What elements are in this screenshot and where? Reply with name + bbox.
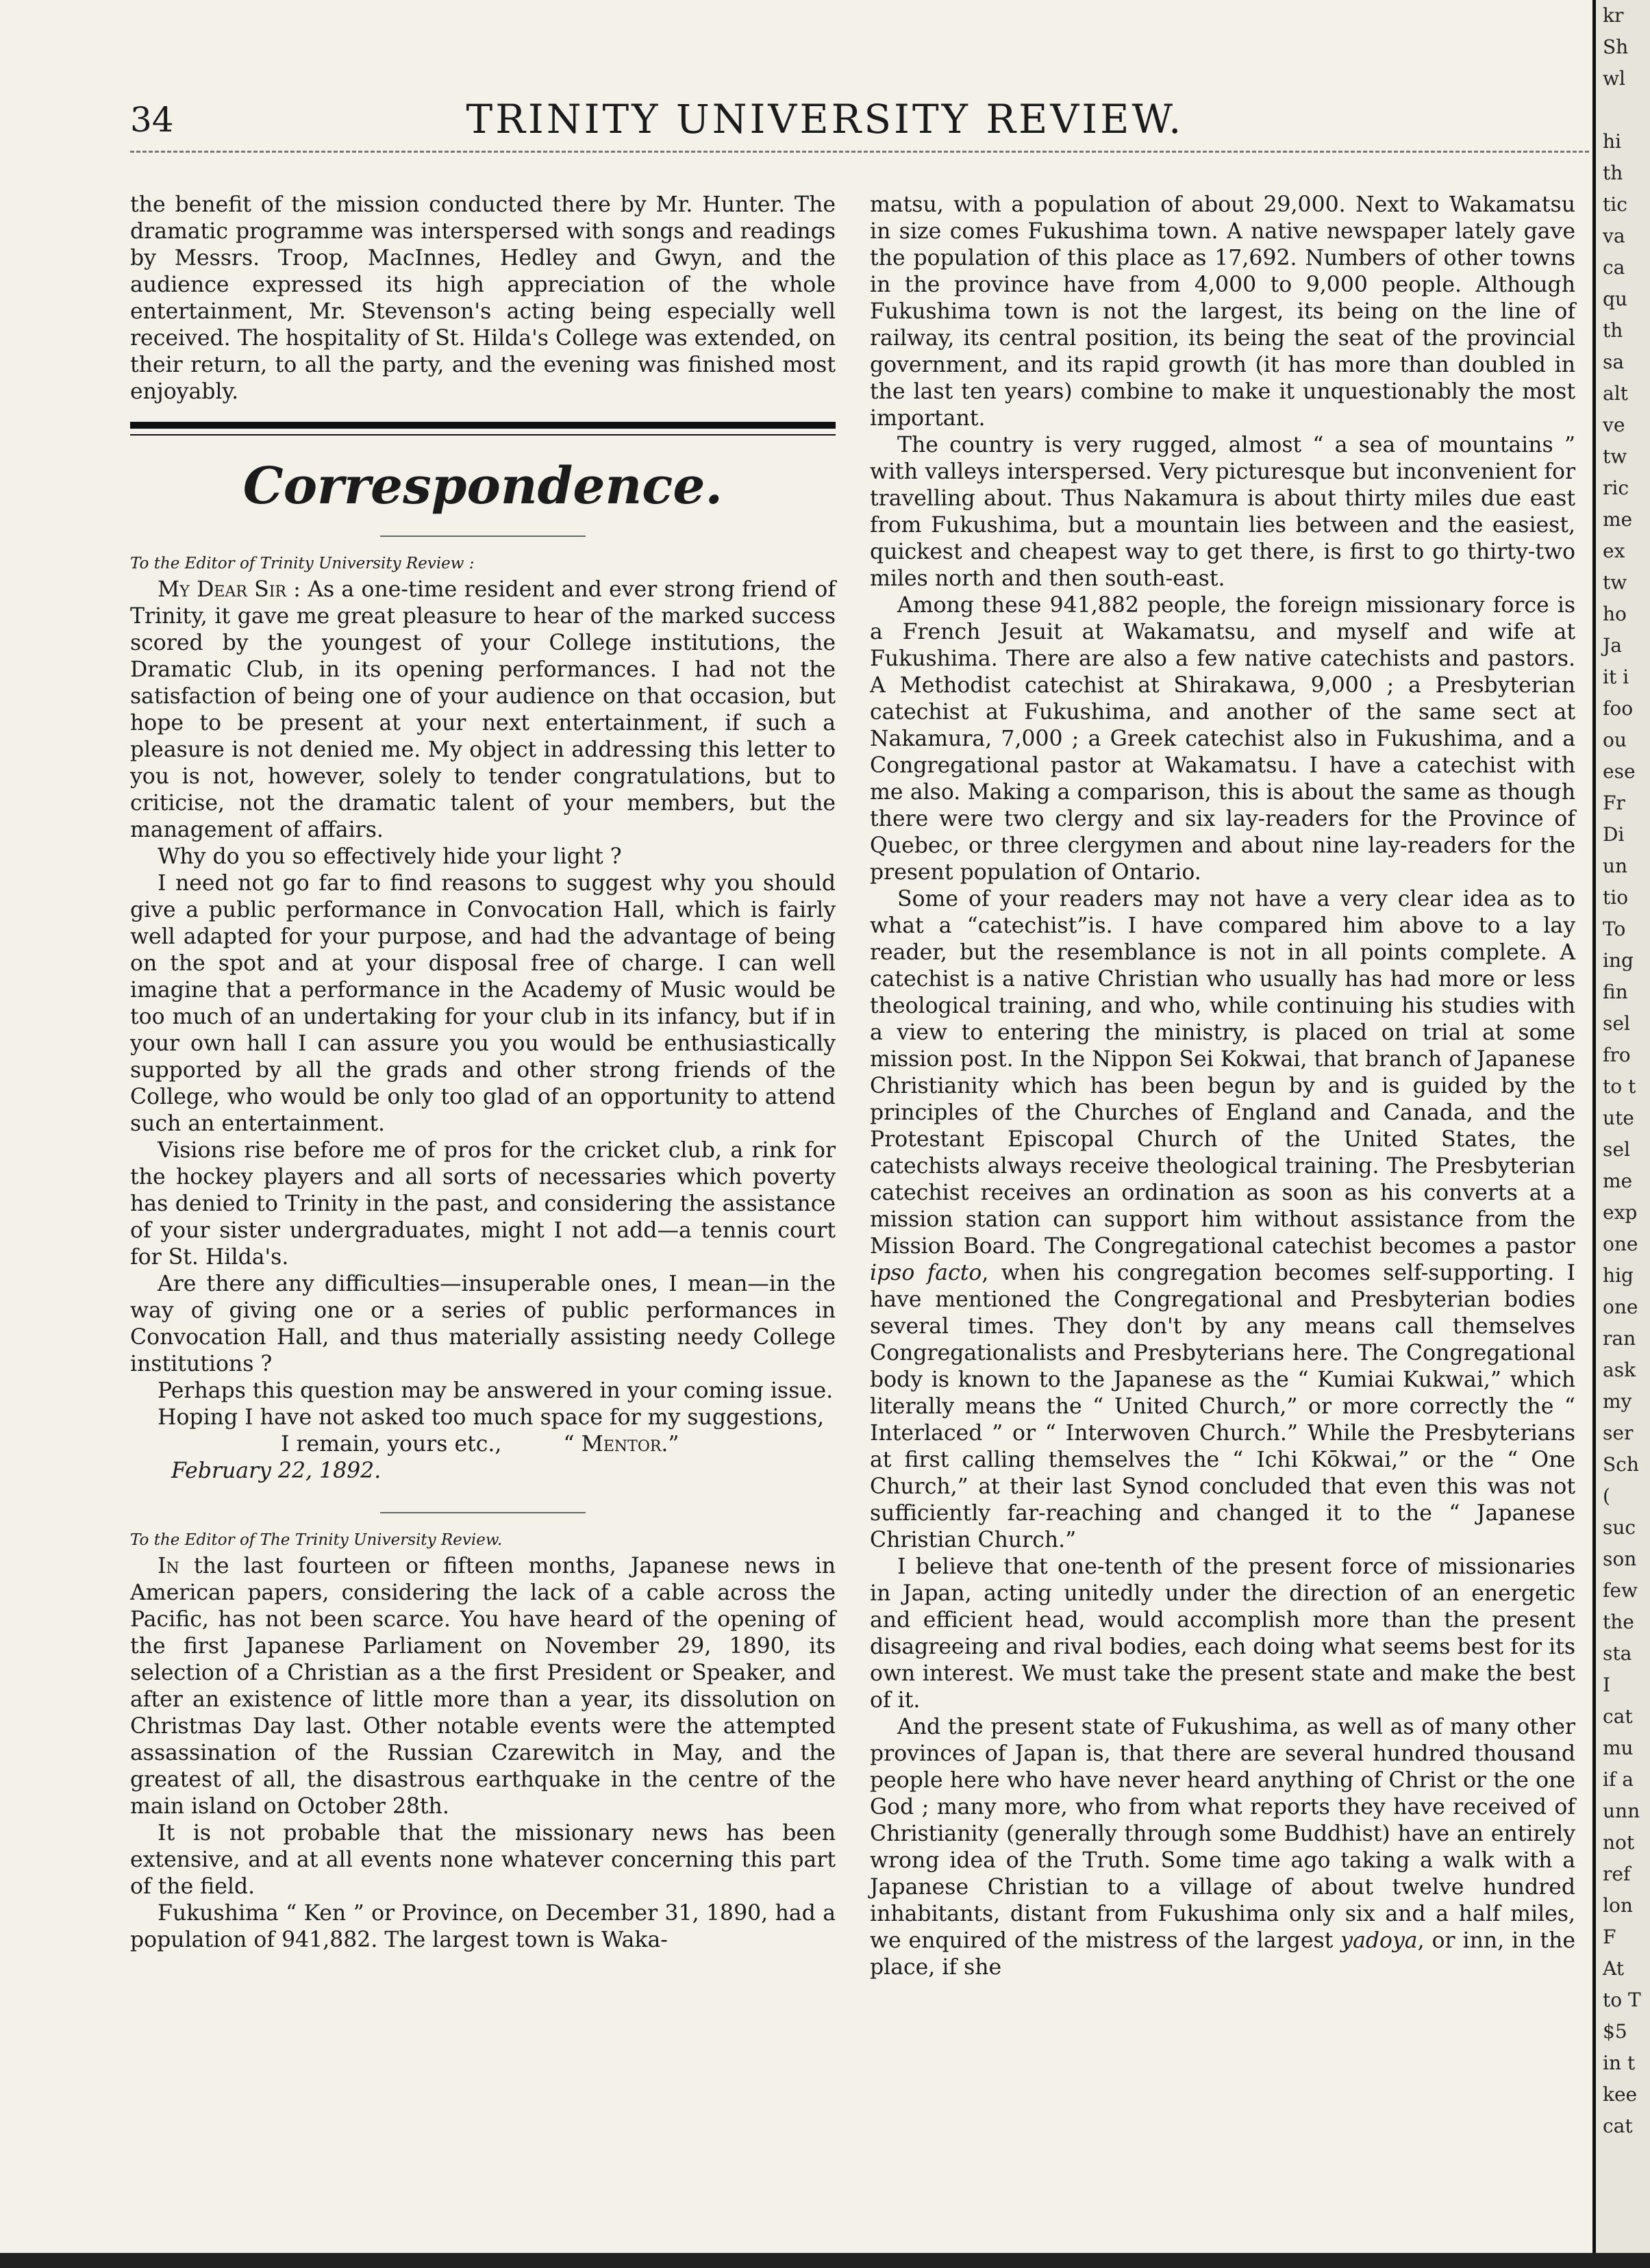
right-fragment-line: va [1603, 225, 1625, 247]
right-fragment-line: Sch [1603, 1453, 1639, 1476]
right-fragment-line: Sh [1603, 36, 1629, 58]
middle-paragraph-5: I believe that one-tenth of the present force of missionaries in Japan, acting unitedly under the direction of an energetic and efficient head, would accomplish more than the present disagreeing and rival bodies, each doing what seems best for its own interest. We must take the present state and make the best of it. [870, 1554, 1575, 1713]
right-fragment-line: ca [1603, 256, 1625, 279]
right-fragment-line: At [1603, 1957, 1624, 1980]
right-fragment-line: ex [1603, 540, 1625, 562]
letter2-paragraph-2: It is not probable that the missionary news has been extensive, and at all events none whatever concerning this part of the field. [130, 1821, 836, 1899]
right-fragment-line: me [1603, 1170, 1633, 1192]
right-fragment-line: ref [1603, 1863, 1631, 1885]
heading-rule [380, 536, 586, 537]
middle-paragraph-4 [870, 886, 1575, 1554]
right-fragment-line: ve [1603, 414, 1625, 436]
right-fragment-line: hig [1603, 1264, 1634, 1287]
right-fragment-line: un [1603, 855, 1628, 877]
right-fragment-line: ran [1603, 1327, 1636, 1350]
page-bottom-edge [0, 2253, 1650, 2268]
right-fragment-line: tic [1603, 193, 1627, 216]
right-fragment-line: sta [1603, 1642, 1632, 1665]
right-fragment-line: wl [1603, 67, 1625, 90]
right-fragment-line: $5 [1603, 2020, 1627, 2043]
right-fragment-line: it i [1603, 666, 1629, 688]
letter1-paragraph-4: Visions rise before me of pros for the cricket club, a rink for the hockey players and all sorts of necessaries which poverty has denied to Trinity in the past, and considering the assistance of your sister undergraduates, might I not add—a tennis court for St. Hilda's. [130, 1138, 836, 1270]
right-fragment-line: I [1603, 1674, 1611, 1696]
right-fragment-line: foo [1603, 697, 1634, 720]
right-fragment-line: ( [1603, 1485, 1610, 1507]
section-rule-thin [130, 434, 836, 436]
right-fragment-line: ese [1603, 760, 1636, 783]
left-column [130, 192, 836, 1954]
right-fragment-line: qu [1603, 288, 1627, 310]
right-fragment-line: to t [1603, 1075, 1636, 1098]
letter1-date: February 22, 1892. [171, 1459, 382, 1483]
letter1-p1-text: As a one-time resident and ever strong friend of Trinity, it gave me great pleasure to hear of the marked success scored by the youngest of your College institutions, the Dramatic Club, in its opening performances. I had not the satisfaction of being one of your audience on that occasion, but hope to be present at your next entertainment, if such a pleasure is not denied me. My object in addressing this letter to you is not, however, solely to tender congratulations, but to criticise, not the dramatic talent of your members, but the management of affairs. [130, 577, 836, 842]
middle-column [870, 192, 1575, 1981]
letter2-opening: In [158, 1554, 179, 1578]
right-fragment-line: hi [1603, 130, 1621, 153]
letter2-paragraph-3: Fukushima “ Ken ” or Province, on December 31, 1890, had a population of 941,882. The largest town is Waka- [130, 1901, 836, 1952]
letter1-signature: “ Mentor.” [563, 1432, 679, 1457]
right-fragment-line: Ja [1603, 634, 1622, 657]
right-fragment-line: tio [1603, 886, 1629, 909]
right-fragment-line: sel [1603, 1138, 1630, 1161]
right-fragment-line: mu [1603, 1737, 1634, 1759]
right-fragment-line: ute [1603, 1107, 1634, 1129]
right-fragment-line [1596, 94, 1650, 126]
right-fragment-line: few [1603, 1579, 1638, 1602]
right-fragment-line: cat [1603, 1705, 1633, 1728]
letter-divider [380, 1512, 586, 1513]
middle-p6-italic: yadoya [1340, 1928, 1418, 1953]
right-fragment-line: sa [1603, 351, 1625, 373]
middle-p4-italic: ipso facto [870, 1261, 982, 1285]
right-fragment-line: kr [1603, 4, 1624, 27]
right-fragment-line: tw [1603, 445, 1627, 468]
letter2-p1-text: the last fourteen or fifteen months, Japanese news in American papers, considering the lack of a cable across the Pacific, has not been scarce. You have heard of the opening of the first Japanese Parliament on November 29, 1890, its selection of a Christian as a the first President or Speaker, and after an existence of little more than a year, its dissolution on Christmas Day last. Other notable events were the attempted assassination of the Russian Czarewitch in May, and the greatest of all, the disastrous earthquake in the centre of the main island on October 28th. [130, 1554, 836, 1819]
right-fragment-line: fro [1603, 1044, 1631, 1066]
letter1-salutation: My Dear Sir : [158, 577, 301, 602]
page-number: 34 [130, 100, 174, 140]
letter1-paragraph-6: Perhaps this question may be answered in your coming issue. [158, 1378, 834, 1403]
letter1-to-editor: To the Editor of Trinity University Review : [130, 555, 475, 572]
right-fragment-line: To [1603, 918, 1626, 940]
right-fragment-line: one [1603, 1296, 1638, 1318]
letter1-paragraph-2: Why do you so effectively hide your light ? [158, 844, 622, 869]
right-fragment-line: exp [1603, 1201, 1638, 1224]
letter1-signoff [130, 1431, 836, 1458]
right-fragment-line: alt [1603, 382, 1628, 405]
letter2-to-editor: To the Editor of The Trinity University Review. [130, 1531, 503, 1549]
right-fragment-line: Di [1603, 823, 1625, 846]
right-fragment-line: suc [1603, 1516, 1636, 1539]
right-fragment-line: ho [1603, 603, 1627, 625]
right-fragment-line: lon [1603, 1894, 1633, 1917]
middle-paragraph-2: The country is very rugged, almost “ a sea of mountains ” with valleys interspersed. Very picturesque but inconvenient for travelling about. Thus Nakamura is about thirty miles due east from Fukushima, but a mountain lies between and the easiest, quickest and cheapest way to get there, is first to go thirty-two miles north and then south-east. [870, 433, 1575, 591]
right-column-fragment [1592, 0, 1650, 2268]
intro-paragraph: the benefit of the mission conducted there by Mr. Hunter. The dramatic programme was interspersed with songs and readings by Messrs. Troop, MacInnes, Hedley and Gwyn, and the audience expressed its high appreciation of the whole entertainment, Mr. Stevenson's acting being especially well received. The hospitality of St. Hilda's College was extended, on their return, to all the party, and the evening was finished most enjoyably. [130, 192, 836, 404]
right-fragment-line: ask [1603, 1359, 1636, 1381]
middle-paragraph-1: matsu, with a population of about 29,000. Next to Wakamatsu in size comes Fukushima town. A native newspaper lately gave the population of this place as 17,692. Numbers of other towns in the province have from 4,000 to 9,000 people. Although Fukushima town is not the largest, its being on the line of railway, its central position, its being the seat of the provincial government, and its rapid growth (it has more than doubled in the last ten years) combine to make it unquestionably the most important. [870, 192, 1575, 431]
journal-title: TRINITY UNIVERSITY REVIEW. [466, 96, 1184, 142]
right-fragment-line: sel [1603, 1012, 1630, 1035]
right-fragment-line: ric [1603, 477, 1629, 499]
right-fragment-line: me [1603, 508, 1633, 531]
letter1-paragraph-1 [130, 577, 836, 844]
right-fragment-line: son [1603, 1548, 1637, 1570]
right-fragment-line: cat [1603, 2115, 1633, 2137]
right-fragment-line: fin [1603, 981, 1628, 1003]
letter1-paragraph-7: Hoping I have not asked too much space for my suggestions, [158, 1405, 825, 1430]
section-heading: Correspondence. [242, 457, 723, 516]
right-fragment-line: th [1603, 319, 1623, 342]
middle-paragraph-6 [870, 1714, 1575, 1981]
header-rule [130, 151, 1589, 153]
right-fragment-line: unn [1603, 1800, 1640, 1822]
right-fragment-line: my [1603, 1390, 1632, 1413]
right-fragment-line: in t [1603, 2052, 1636, 2074]
right-fragment-line: one [1603, 1233, 1638, 1255]
middle-p6-part-a: And the present state of Fukushima, as well as of many other provinces of Japan is, that there are several hundred thousand people here who have never heard anything of Christ or the one God ; many more, who from what reports they have received of Christianity (generally through some Buddhist) have an entirely wrong idea of the Truth. Some time ago taking a walk with a Japanese Christian to a village of about twelve hundred inhabitants, distant from Fukushima only six and a half miles, we enquired of the mistress of the largest [870, 1715, 1575, 1953]
right-fragment-line: ou [1603, 729, 1627, 751]
right-fragment-line: if a [1603, 1768, 1634, 1791]
letter2-paragraph-1 [130, 1553, 836, 1820]
middle-p6-part-b: , or inn, in the place, if she [870, 1928, 1576, 1980]
middle-p4-part-b: , when his congregation becomes self-supporting. I have mentioned the Congregational and Presbyterian bodies several times. They don't by any means call themselves Congregationalists and Presbyterians here. The Congregational body is known to the Japanese as the “ Kumiai Kukwai,” which literally means the “ United Church,” or more correctly the “ Interlaced ” or “ Interwoven Church.” While the Presbyterians at first calling themselves the “ Ichi Kōkwai,” or the “ One Church,” at their last Synod concluded that even this was not sufficiently far-reaching and changed it to the “ Japanese Christian Church.” [870, 1261, 1576, 1552]
middle-p4-part-a: Some of your readers may not have a very clear idea as to what a “catechist”is. I have compared him above to a lay reader, but the resemblance is not in all points complete. A catechist is a native Christian who usually has had more or less theological training, and who, while continuing his studies with a view to entering the ministry, is placed on trial at some mission post. In the Nippon Sei Kokwai, that branch of Japanese Christianity which has been begun by and is guided by the principles of the Churches of England and Canada, and the Protestant Episcopal Church of the United States, the catechists always receive theological training. The Presbyterian catechist receives an ordination as soon as his converts at a mission station can support him without assistance from the Mission Board. The Congregational catechist becomes a pastor [870, 887, 1575, 1259]
right-fragment-line: Fr [1603, 792, 1625, 814]
letter1-closing: I remain, yours etc., [281, 1432, 502, 1457]
middle-paragraph-3: Among these 941,882 people, the foreign missionary force is a French Jesuit at Wakamatsu, and myself and wife at Fukushima. There are also a few native catechists and pastors. A Methodist catechist at Shirakawa, 9,000 ; a Presbyterian catechist at Fukushima, and another of the same sect at Nakamura, 7,000 ; a Greek catechist also in Fukushima, and a Congregational pastor at Wakamatsu. I have a catechist with me also. Making a comparison, this is about the same as though there were two clergy and six lay-readers for the Province of Quebec, or three clergymen and about nine lay-readers for the present population of Ontario. [870, 593, 1575, 885]
right-fragment-line: F [1603, 1926, 1616, 1948]
letter1-paragraph-5: Are there any difficulties—insuperable ones, I mean—in the way of giving one or a series of public performances in Convocation Hall, and thus materially assisting needy College institutions ? [130, 1272, 836, 1376]
right-fragment-line: tw [1603, 571, 1627, 594]
letter1-paragraph-3: I need not go far to find reasons to suggest why you should give a public performance in Convocation Hall, which is fairly well adapted for your purpose, and had the advantage of being on the spot and at your disposal free of charge. I can well imagine that a performance in the Academy of Music would be too much of an undertaking for your club in its infancy, but if in your own hall I can assure you you would be enthusiastically supported by all the grads and other strong friends of the College, who would be only too glad of an opportunity to attend such an entertainment. [130, 871, 836, 1136]
right-fragment-line: to T [1603, 1989, 1641, 2011]
right-fragment-line: the [1603, 1611, 1634, 1633]
right-fragment-line: ser [1603, 1422, 1634, 1444]
right-fragment-line: th [1603, 162, 1623, 184]
section-rule-thick [130, 422, 836, 429]
right-fragment-line: ing [1603, 949, 1634, 972]
right-fragment-line: kee [1603, 2083, 1638, 2106]
right-fragment-line: not [1603, 1831, 1635, 1854]
